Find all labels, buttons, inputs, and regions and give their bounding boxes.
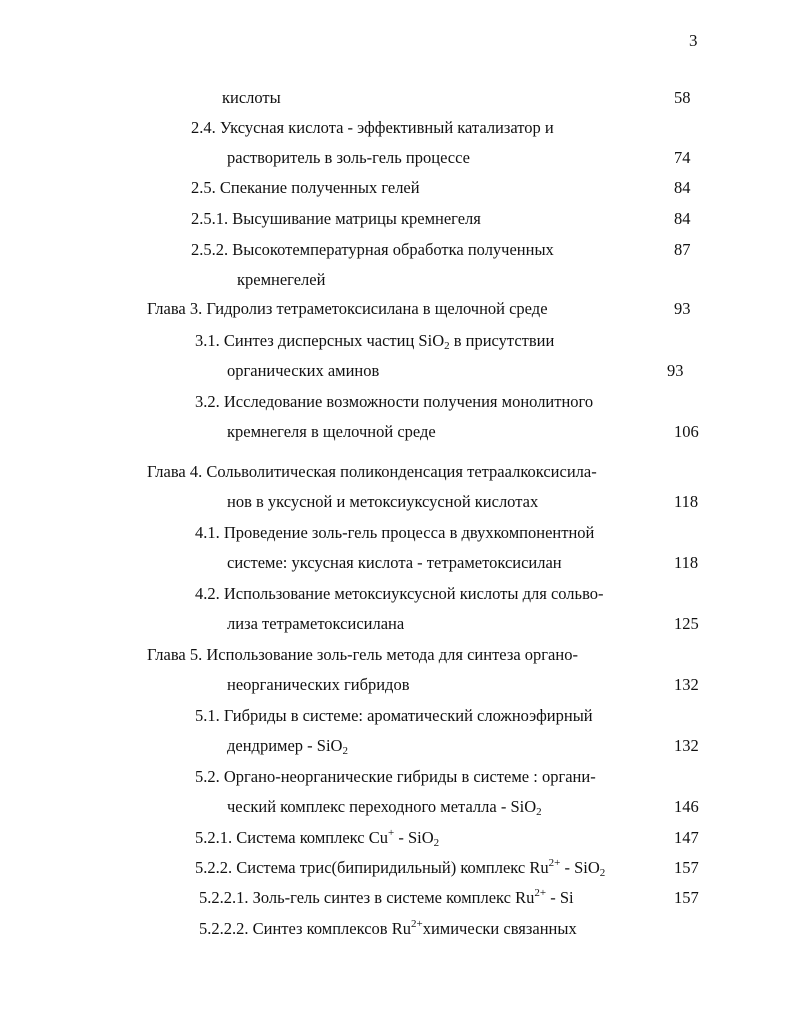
toc-page-number: 132 [674, 736, 699, 755]
toc-entry-line: 5.1. Гибриды в системе: ароматический сложноэфирный [195, 706, 593, 725]
toc-entry-line: 2.5. Спекание полученных гелей [191, 178, 420, 197]
toc-entry-line: системе: уксусная кислота - тетраметоксисилан [227, 553, 562, 572]
toc-entry-line: кислоты [222, 88, 281, 107]
toc-entry-line: неорганических гибридов [227, 675, 410, 694]
toc-entry-line: ческий комплекс переходного металла - SiO$_2$ [227, 797, 542, 818]
toc-entry-line: кремнегеля в щелочной среде [227, 422, 436, 441]
toc-entry-line: 4.1. Проведение золь-гель процесса в двухкомпонентной [195, 523, 595, 542]
toc-entry-line: 3.2. Исследование возможности получения монолитного [195, 392, 594, 411]
toc-page-number: 157 [674, 858, 699, 877]
toc-entry-line: лиза тетраметоксисилана [227, 614, 405, 633]
toc-page-number: 84 [674, 178, 691, 197]
toc-entry-line: кремнегелей [237, 270, 326, 289]
toc-chapter-line: Глава 5. Использование золь-гель метода для синтеза органо- [147, 645, 578, 664]
toc-chapter-line: Глава 4. Сольволитическая поликонденсация тетраалкоксисила- [147, 462, 597, 481]
page-number: 3 [689, 31, 698, 50]
toc-entry-line: нов в уксусной и метоксиуксусной кислотах [227, 492, 539, 511]
toc-entry-line: 5.2. Органо-неорганические гибриды в системе : органи- [195, 767, 596, 786]
toc-page-number: 93 [667, 361, 684, 380]
toc-page-number: 146 [674, 797, 699, 816]
toc-page-number: 106 [674, 422, 699, 441]
toc-entry-line: 3.1. Синтез дисперсных частиц SiO$_2$ в присутствии [195, 331, 555, 352]
toc-entry-line: 2.5.1. Высушивание матрицы кремнегеля [191, 209, 481, 228]
toc-page-number: 147 [674, 828, 699, 847]
toc-entry-line: 2.5.2. Высокотемпературная обработка полученных [191, 240, 554, 259]
toc-page-number: 84 [674, 209, 691, 228]
toc-entry-line: растворитель в золь-гель процессе [227, 148, 470, 167]
toc-entry-line: дендример - SiO$_2$ [227, 736, 348, 757]
toc-page-number: 157 [674, 888, 699, 907]
toc-page-number: 93 [674, 299, 691, 318]
toc-entry-line: 5.2.1. Система комплекс Cu+ - SiO$_2$ [195, 827, 440, 849]
toc-page-number: 58 [674, 88, 691, 107]
toc-page-number: 74 [674, 148, 691, 167]
toc-entry-line: 5.2.2.2. Синтез комплексов $Ru^{2+}химически$ связанных [199, 918, 577, 938]
toc-page-number: 118 [674, 492, 699, 511]
toc-entry-line: 5.2.2.1. Золь-гель синтез в системе комплекс $Ru^{2+}$ - Si [199, 887, 574, 907]
toc-page-number: 87 [674, 240, 691, 259]
toc-page-number: 132 [674, 675, 699, 694]
toc-page-number: 125 [674, 614, 699, 633]
toc-entry-line: 5.2.2. Система трис(бипиридильный) комплекс $Ru^{2+} - SiO_2$ [195, 857, 606, 879]
toc-entry-line: 4.2. Использование метоксиуксусной кислоты для сольво- [195, 584, 604, 603]
toc-entry-line: 2.4. Уксусная кислота - эффективный катализатор и [191, 118, 554, 137]
toc-entry-line: органических аминов [227, 361, 380, 380]
toc-page-number: 118 [674, 553, 699, 572]
toc-chapter-line: Глава 3. Гидролиз тетраметоксисилана в щелочной среде [147, 299, 548, 318]
